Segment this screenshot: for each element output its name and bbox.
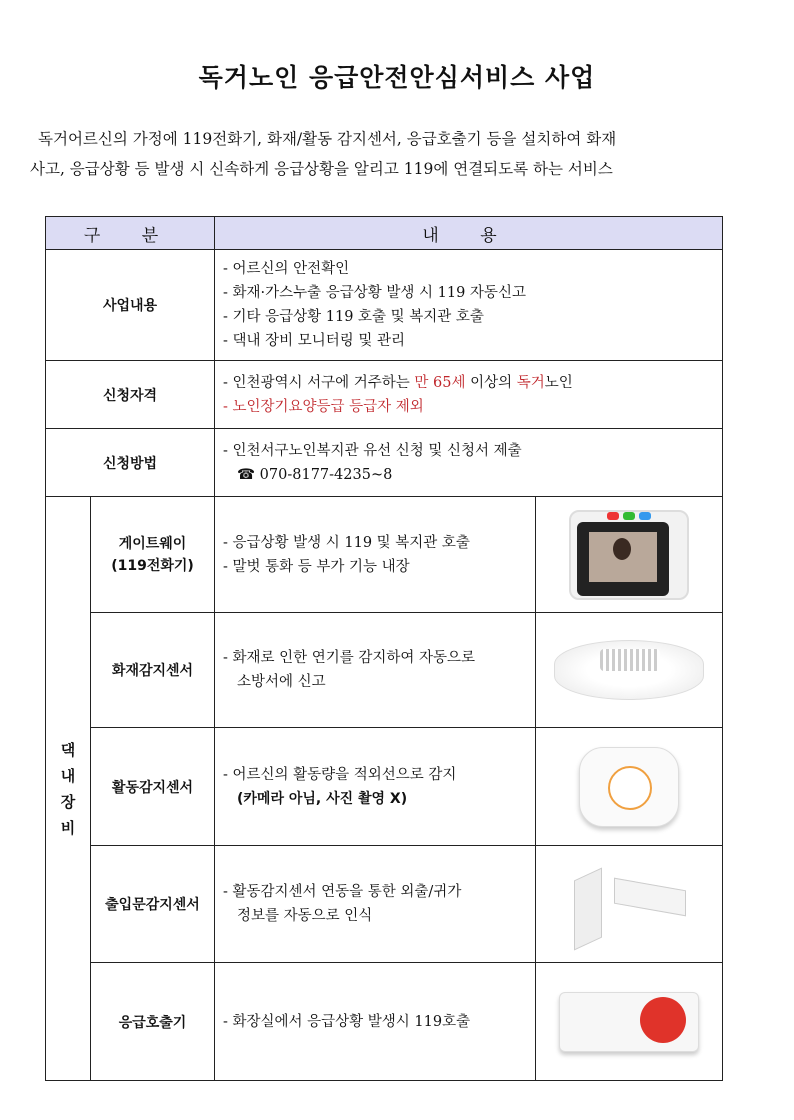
door-sensor-image: [536, 846, 723, 963]
intro-paragraph: [30, 124, 730, 184]
text: 노인: [544, 374, 573, 391]
equipment-desc: [215, 613, 536, 728]
intro-line: 독거어르신의 가정에 119전화기, 화재/활동 감지센서, 응급호출기 등을 설치하여 화재: [38, 130, 617, 148]
gateway-image: [536, 497, 723, 613]
list-item: - 인천서구노인복지관 유선 신청 및 신청서 제출: [223, 442, 522, 459]
header-category: 구 분: [46, 217, 215, 250]
equipment-name: 활동감지센서: [91, 728, 215, 846]
list-item: - 응급상황 발생 시 119 및 복지관 호출: [223, 534, 470, 551]
row-content: [215, 250, 723, 361]
list-item: - 화재·가스누출 응급상황 발생 시 119 자동신고: [223, 285, 526, 301]
highlight-alone: 독거: [516, 374, 545, 391]
list-item: [223, 371, 714, 395]
table-header-row: [46, 217, 723, 250]
text: 비: [60, 818, 76, 837]
text: 댁: [60, 740, 76, 759]
intro-line: 사고, 응급상황 등 발생 시 신속하게 응급상황을 알리고 119에 연결되도록 하는 서비스: [30, 160, 613, 178]
text: - 인천광역시 서구에 거주하는: [223, 374, 415, 391]
text: 내: [60, 766, 76, 785]
row-content: [215, 429, 723, 497]
equipment-name: 응급호출기: [91, 963, 215, 1081]
list-item: (카메라 아님, 사진 촬영 X): [237, 790, 408, 807]
text: 이상의: [465, 374, 517, 391]
text: 장: [60, 792, 76, 811]
list-item: - 노인장기요양등급 등급자 제외: [223, 398, 424, 415]
list-item: 소방서에 신고: [237, 674, 326, 690]
equipment-name: [91, 497, 215, 613]
emergency-button-image: [536, 963, 723, 1081]
table-row: [46, 963, 723, 1081]
list-item: 정보를 자동으로 인식: [237, 908, 373, 924]
table-row: [46, 250, 723, 361]
equipment-desc: [215, 846, 536, 963]
table-row: [46, 728, 723, 846]
list-item: - 어르신의 안전확인: [223, 261, 350, 277]
header-content: 내 용: [215, 217, 723, 250]
table-row: [46, 613, 723, 728]
list-item: - 댁내 장비 모니터링 및 관리: [223, 333, 406, 349]
equipment-name: 출입문감지센서: [91, 846, 215, 963]
list-item: - 기타 응급상황 119 호출 및 복지관 호출: [223, 309, 484, 325]
equipment-desc: [215, 963, 536, 1081]
table-row: [46, 361, 723, 429]
list-item: - 어르신의 활동량을 적외선으로 감지: [223, 766, 457, 783]
phone-icon: ☎: [237, 466, 256, 483]
highlight-age: 만 65세: [414, 374, 466, 391]
equipment-label: [46, 497, 91, 1081]
equipment-desc: [215, 728, 536, 846]
service-table: [45, 216, 723, 1081]
smoke-detector-image: [536, 613, 723, 728]
text: (119전화기): [111, 557, 194, 574]
table-row: [46, 846, 723, 963]
list-item: - 말벗 통화 등 부가 기능 내장: [223, 558, 410, 575]
row-label: 신청방법: [46, 429, 215, 497]
motion-sensor-image: [536, 728, 723, 846]
row-label: 신청자격: [46, 361, 215, 429]
list-item: - 화재로 인한 연기를 감지하여 자동으로: [223, 650, 476, 666]
list-item: - 화장실에서 응급상황 발생시 119호출: [223, 1013, 471, 1030]
row-label: 사업내용: [46, 250, 215, 361]
row-content: [215, 361, 723, 429]
table-row: [46, 429, 723, 497]
page-title: 독거노인 응급안전안심서비스 사업: [198, 63, 596, 92]
text: 게이트웨이: [118, 535, 187, 552]
equipment-name: 화재감지센서: [91, 613, 215, 728]
equipment-desc: [215, 497, 536, 613]
phone-number: 070-8177-4235~8: [259, 466, 393, 483]
list-item: - 활동감지센서 연동을 통한 외출/귀가: [223, 884, 462, 900]
table-row: [46, 497, 723, 613]
